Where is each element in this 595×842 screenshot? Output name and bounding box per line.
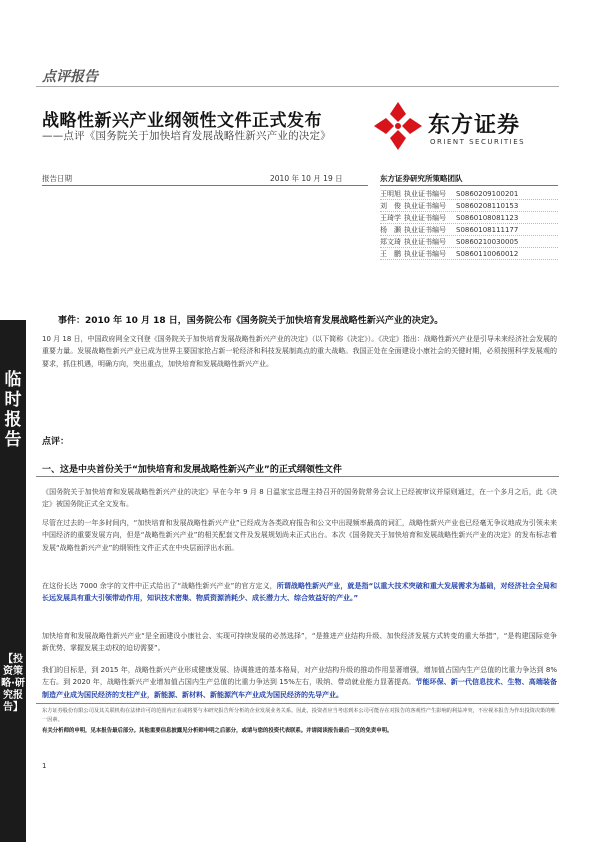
report-subtitle: ——点评《国务院关于加快培育发展战略性新兴产业的决定》	[42, 130, 331, 142]
footer-divider	[36, 703, 559, 704]
analyst-cert-id: S0860108111177	[456, 226, 519, 234]
analyst-cert-id: S0860209100201	[456, 190, 519, 198]
team-divider	[380, 185, 558, 186]
analyst-name: 郑文琦	[380, 238, 401, 246]
orient-logo-icon	[372, 100, 424, 152]
analyst-cert-label: 执业证书编号	[404, 190, 446, 198]
targets-text: 我们的目标是，到 2015 年，战略性新兴产业形成健康发展、协调推进的基本格局，对产业结构升级的推动作用显著增强，增加值占国内生产总值的比重力争达到 8%左右。到 2020 年，战略性新兴产业增加值占国内生产总值的比重力争达到 15%左右，吸纳、带动就业能力显著提高。	[42, 666, 557, 687]
report-date-label: 报告日期	[42, 174, 72, 183]
logo-text-en: ORIENT SECURITIES	[430, 138, 526, 146]
analyst-name: 王 鹏	[380, 250, 401, 258]
analyst-cert-label: 执业证书编号	[404, 238, 446, 246]
logo-text-cn: 东方证券	[428, 113, 521, 138]
analyst-cert-label: 执业证书编号	[404, 202, 446, 210]
report-title: 战略性新兴产业纲领性文件正式发布	[42, 111, 322, 131]
page-number: 1	[42, 762, 47, 770]
analyst-table	[380, 188, 558, 260]
analyst-row	[380, 236, 558, 248]
analyst-cert-label: 执业证书编号	[404, 226, 446, 234]
paragraph-context: 尽管在过去的一年多时间内，“加快培育和发展战略性新兴产业”已经成为各类政府报告和公文中出现频率最高的词汇，战略性新兴产业也已经毫无争议地成为引领未来中国经济的重要发展方向，但是“战略性新兴产业”的相关配套文件及发展规划尚未正式出台。本次《国务院关于加快培育和发展战略性新兴产业的决定》的发布标志着发展“战略性新兴产业”的纲领性文件正式在中央层面浮出水面。	[42, 519, 557, 552]
paragraph-definition	[42, 580, 557, 605]
report-type-label: 临时报告	[4, 370, 22, 450]
comment-heading: 点评：	[42, 437, 70, 447]
disclaimer-notice: 有关分析师的申明，见本报告最后部分。其他重要信息披露见分析师申明之后部分，或请与您的投资代表联系。并请阅读报告最后一页的免责申明。	[42, 728, 393, 734]
analyst-cert-id: S0860208110153	[456, 202, 519, 210]
definition-highlight: 所谓战略性新兴产业，就是指“以重大技术突破和重大发展需求为基础，对经济社会全局和长远发展具有重大引领带动作用，知识技术密集、物质资源消耗少、成长潜力大、综合效益好的产业。”	[42, 582, 557, 603]
header-divider	[36, 86, 559, 87]
analyst-row	[380, 200, 558, 212]
analyst-name: 王明旭	[380, 190, 401, 198]
company-logo	[372, 100, 532, 160]
definition-text: 在这份长达 7000 余字的文件中正式给出了“战略性新兴产业”的官方定义，	[42, 582, 277, 590]
report-date: 2010 年 10 月 19 日	[270, 174, 343, 183]
disclaimer-text: 东方证券股份有限公司及其关联机构在法律许可的范围内正在或将要与本研究报告所分析的企业发展业务关系。因此，投资者应当考虑到本公司可能存在对报告的客观性产生影响的利益冲突，不应视本报告为作出投资决策的唯一因素。	[42, 708, 556, 723]
analyst-row	[380, 248, 558, 260]
analyst-name: 刘 俊	[380, 202, 401, 210]
event-summary: 事件：2010 年 10 月 18 日，国务院公布《国务院关于加快培育发展战略性新兴产业的决定》。	[58, 316, 444, 326]
analyst-row	[380, 212, 558, 224]
analyst-cert-label: 执业证书编号	[404, 250, 446, 258]
section-heading: 一、这是中央首份关于“加快培育和发展战略性新兴产业”的正式纲领性文件	[42, 465, 342, 475]
analyst-cert-label: 执业证书编号	[404, 214, 446, 222]
paragraph-targets	[42, 664, 557, 701]
targets-highlight: 节能环保、新一代信息技术、生物、高端装备制造产业成为国民经济的支柱产业，新能源、新材料、新能源汽车产业成为国民经济的先导产业。	[42, 678, 557, 699]
analyst-name: 王琦学	[380, 214, 401, 222]
analyst-row	[380, 188, 558, 200]
section-divider	[36, 476, 559, 477]
analyst-cert-id: S0860108081123	[456, 214, 519, 222]
report-category: 点评报告	[42, 69, 98, 85]
paragraph-intro: 10 月 18 日，中国政府网全文刊登《国务院关于加快培育发展战略性新兴产业的决定》（以下简称《决定》）。《决定》指出：战略性新兴产业是引导未来经济社会发展的重要力量。发展战略性新兴产业已成为世界主要国家抢占新一轮经济和科技发展制高点的重大战略。我国正处在全面建设小康社会的关键时期，必须按照科学发展观的要求，抓住机遇，明确方向，突出重点，加快培育和发展战略性新兴产业。	[42, 335, 557, 368]
analyst-cert-id: S0860210030005	[456, 238, 519, 246]
team-title: 东方证券研究所策略团队	[380, 174, 463, 183]
analyst-name: 杨 灏	[380, 226, 401, 234]
paragraph-significance: 加快培育和发展战略性新兴产业“是全面建设小康社会、实现可持续发展的必然选择”，“是推进产业结构升级、加快经济发展方式转变的重大举措”，“是构建国际竞争新优势、掌握发展主动权的迫切需要”。	[42, 632, 557, 653]
paragraph-background: 《国务院关于加快培育和发展战略性新兴产业的决定》早在今年 9 月 8 日温家宝总理主持召开的国务院常务会议上已经被审议并原则通过，在一个多月之后，此《决定》被国务院正式全文发布。	[42, 488, 557, 509]
date-divider	[42, 185, 368, 186]
analyst-row	[380, 224, 558, 236]
report-series-label: 【投资策略·研究报告】	[1, 654, 25, 713]
analyst-cert-id: S0860110060012	[456, 250, 519, 258]
